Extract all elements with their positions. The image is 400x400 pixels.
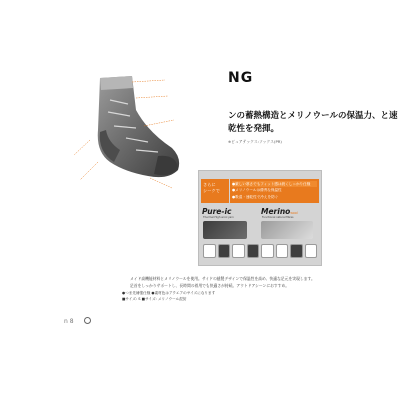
feature-item: ●厳しい寒さでもフィット感は続くしっかり仕様: [232, 181, 317, 188]
tagline: ンの蓄熱構造とメリノウールの保温力、と速乾性を発揮。: [228, 111, 398, 134]
page-heading: NG: [228, 70, 254, 86]
brand-pureic-logo: [202, 207, 231, 216]
feature-icon-row: [203, 244, 317, 262]
brand-merino-mark: wool: [290, 211, 298, 215]
spec-note: ●つま先補強仕様 ●素材色はアクエアのサイズになります: [122, 291, 216, 295]
brand-merino-name: Merino: [261, 207, 291, 216]
heel-icon: [232, 244, 245, 258]
layer-icon: [305, 244, 318, 258]
arch-icon: [247, 244, 260, 258]
feature-item: ●吸湿・速乾性で冷えを防ぐ: [232, 194, 279, 199]
sock-cuff: [100, 76, 133, 90]
feature-panel: [198, 170, 322, 266]
weave-icon: [276, 244, 289, 258]
brand-merino-logo: [261, 207, 298, 216]
feature-list: [230, 179, 319, 203]
spec-note: ■サイズ: S ■サイズ: メリノウール混紡: [122, 297, 187, 301]
description-line: 足首をしっかりサポートし、長時間の着用でも快適さが持続。アウトドアシーンにおすすめ。: [130, 283, 290, 288]
brand-pureic-name: Pure-ic: [202, 207, 232, 216]
shoe-icon: [203, 244, 216, 258]
feature-badge: さらに シークで: [201, 179, 229, 203]
brand-merino-sub: Functional natural fibres: [262, 216, 294, 219]
brand-pureic-sub: Thermal High wool yarn: [203, 216, 234, 219]
fabric-icon: [261, 244, 274, 258]
sock-icon: [290, 244, 303, 258]
tagline-note: ※ピュアテックス:ソックス(PR): [228, 139, 282, 144]
sock-illustration: [70, 70, 185, 195]
fabric-photo-pureic: [203, 221, 247, 239]
knit-icon: [218, 244, 231, 258]
footer-logo-icon: [84, 317, 91, 324]
description-line: メイド高機能材料とメリノウールを使用。サイドの縫製デザインで保温性を高め、快適な足元を実現します。: [130, 276, 315, 281]
feature-item: ●メリノウールは優秀な保温性: [232, 188, 282, 192]
fabric-photo-merino: [261, 221, 313, 239]
footer-mark: n 8: [64, 318, 74, 325]
